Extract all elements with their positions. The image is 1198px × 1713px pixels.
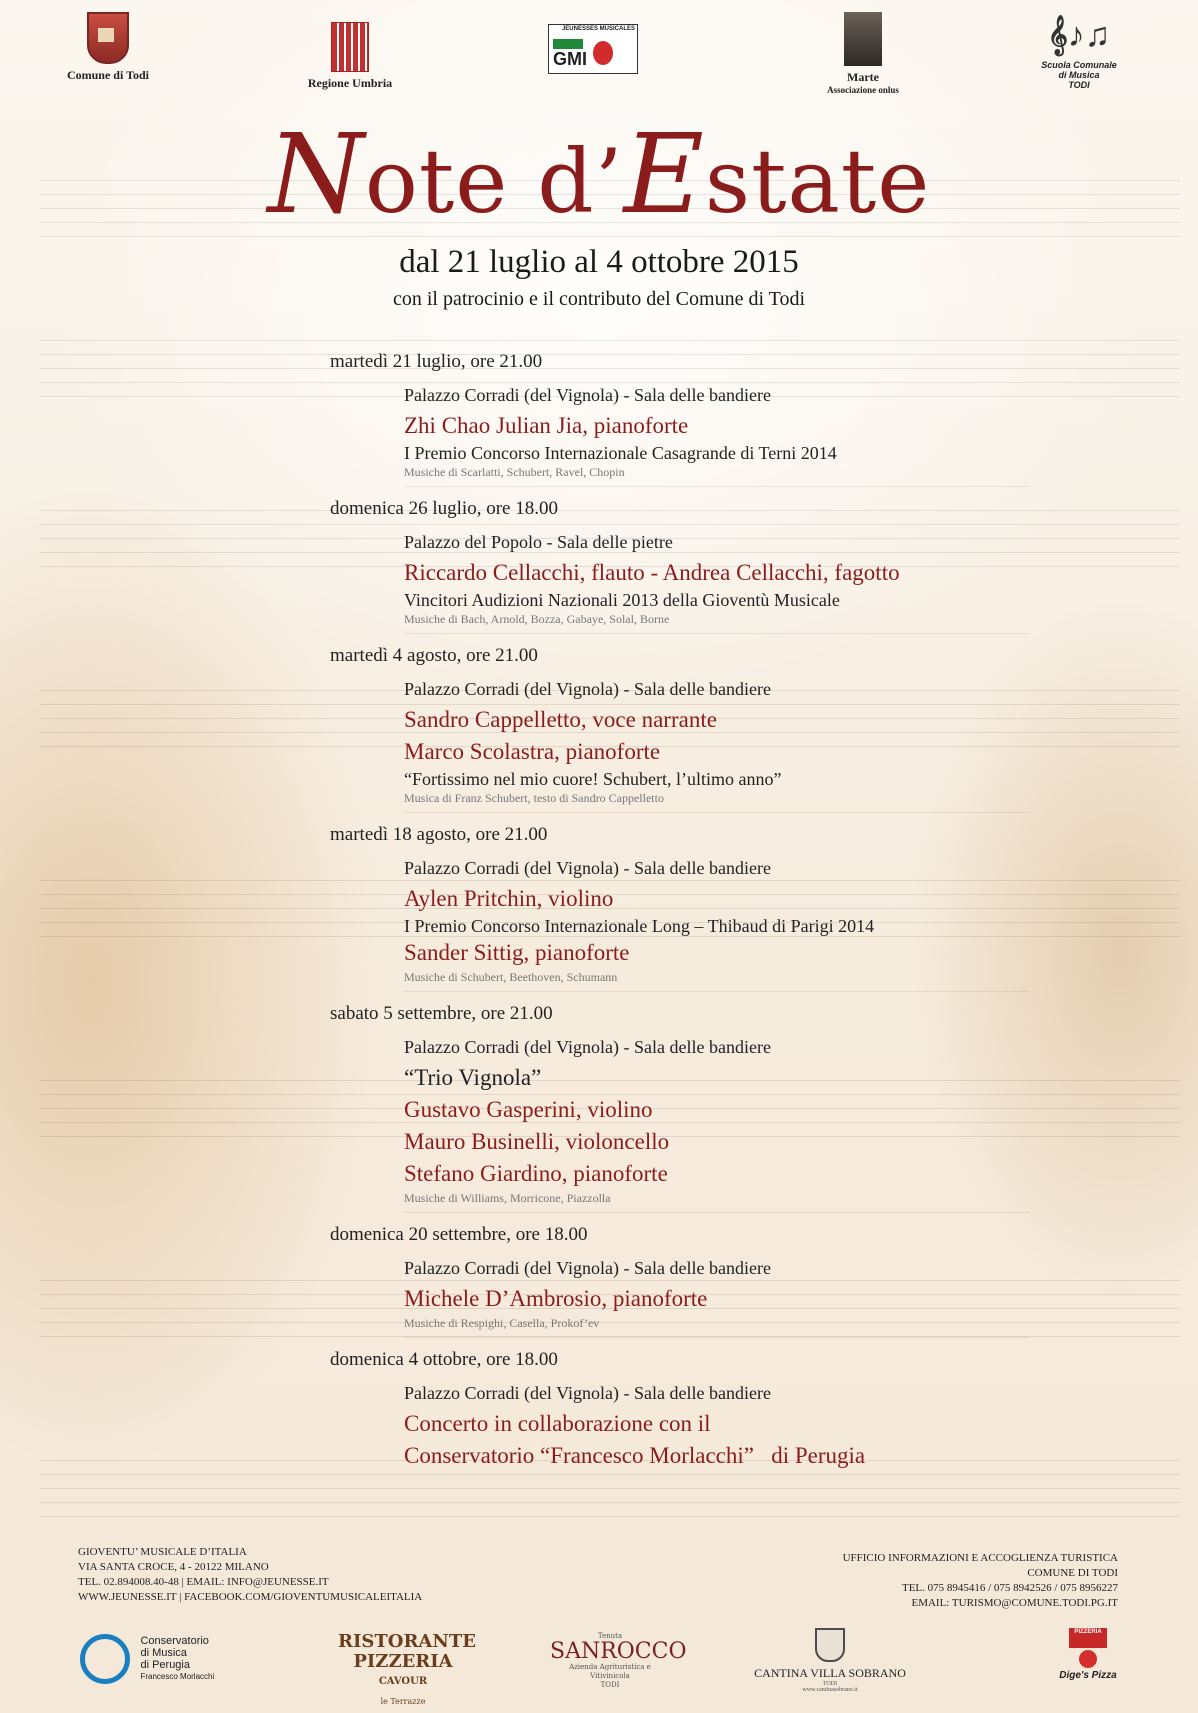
gmi-small-text: JEUNESSES MUSICALES <box>561 26 635 32</box>
event-works: Musiche di Scarlatti, Schubert, Ravel, Chopin <box>404 464 1030 487</box>
conservatorio-line: Conservatorio “Francesco Morlacchi” <box>404 1443 754 1468</box>
event-works: Musiche di Bach, Arnold, Bozza, Gabaye, Solal, Borne <box>404 611 1030 634</box>
crest-icon <box>87 12 129 64</box>
villa-name: CANTINA VILLA SOBRANO <box>754 1666 906 1680</box>
villa-crest-icon <box>815 1628 845 1662</box>
event-date: martedì 21 luglio, ore 21.00 <box>330 351 543 372</box>
event-venue: Palazzo del Popolo - Sala delle pietre <box>404 532 673 552</box>
sponsor-logos-bottom <box>70 1628 1158 1706</box>
event-performer: Sander Sittig, pianoforte <box>404 940 630 965</box>
cavour-line1: RISTORANTE <box>338 1631 476 1652</box>
logo-villa-sobrano <box>750 1628 910 1693</box>
footer-line: EMAIL: TURISMO@COMUNE.TODI.PG.IT <box>911 1597 1118 1609</box>
event-performer: Zhi Chao Julian Jia, pianoforte <box>404 413 689 438</box>
sanrocco-place: TODI <box>600 1681 620 1689</box>
patronage-line: con il patrocinio e il contributo del Comune di Todi <box>392 288 806 310</box>
scuola-line3: TODI <box>1068 80 1090 90</box>
sponsor-logos-top <box>40 12 1158 98</box>
cons-line2: di Musica <box>140 1647 187 1659</box>
footer-line: WWW.JEUNESSE.IT | FACEBOOK.COM/GIOVENTUMUSICALEITALIA <box>78 1591 423 1603</box>
event-item <box>330 821 1030 992</box>
cavour-line4: le Terrazze <box>380 1697 426 1706</box>
footer-line: TEL. 075 8945416 / 075 8942526 / 075 8956227 <box>901 1582 1118 1594</box>
cons-line1: Conservatorio <box>140 1635 209 1647</box>
logo-label: Comune di Todi <box>66 68 150 82</box>
cons-line4: Francesco Morlacchi <box>140 1672 215 1681</box>
title-part1: ote d’ <box>364 130 624 233</box>
marte-logo <box>844 12 882 66</box>
logo-label: Regione Umbria <box>307 76 393 90</box>
logo-comune-todi <box>58 12 158 83</box>
page-title <box>0 110 1198 238</box>
footer-line: UFFICIO INFORMAZIONI E ACCOGLIENZA TURISTICA <box>842 1552 1118 1564</box>
logo-pizzeria-cavour <box>338 1631 476 1712</box>
event-venue: Palazzo Corradi (del Vignola) - Sala delle bandiere <box>404 1258 771 1278</box>
event-note: I Premio Concorso Internazionale Long – Thibaud di Parigi 2014 <box>404 916 875 936</box>
red-shape <box>593 41 613 65</box>
footer-line: TEL. 02.894008.40-48 | EMAIL: INFO@JEUNESSE.IT <box>78 1576 329 1588</box>
gmi-text: GMI <box>553 49 587 69</box>
event-performer-last <box>404 1440 1030 1472</box>
event-works: Musiche di Respighi, Casella, Prokof’ev <box>404 1315 1030 1338</box>
cavour-line2: PIZZERIA <box>353 1651 453 1672</box>
logo-regione-umbria <box>290 22 410 91</box>
event-performer: Sandro Cappelletto, voce narrante <box>404 707 717 732</box>
event-list <box>330 348 1030 1480</box>
diges-name: Dige's Pizza <box>1059 1670 1117 1681</box>
event-item <box>330 1000 1030 1213</box>
event-performer: Aylen Pritchin, violino <box>404 886 614 911</box>
cons-line3: di Perugia <box>140 1659 190 1671</box>
event-performer: Riccardo Cellacchi, flauto - Andrea Cellacchi, fagotto <box>404 560 900 585</box>
event-item <box>330 495 1030 634</box>
event-performer: Gustavo Gasperini, violino <box>404 1097 653 1122</box>
villa-url: www.cantinasobrano.it <box>802 1687 858 1693</box>
logo-sublabel: Associazione onlus <box>827 85 899 95</box>
event-venue: Palazzo Corradi (del Vignola) - Sala delle bandiere <box>404 385 771 405</box>
event-date: martedì 18 agosto, ore 21.00 <box>330 824 548 845</box>
conservatorio-suffix: di Perugia <box>771 1443 866 1468</box>
logo-gmi <box>548 24 638 78</box>
event-date: martedì 4 agosto, ore 21.00 <box>330 645 538 666</box>
sanrocco-sub: Azienda Agrituristica e Vitivinicola <box>569 1663 651 1680</box>
sanrocco-name: SANROCCO <box>550 1639 687 1664</box>
event-date: sabato 5 settembre, ore 21.00 <box>330 1003 553 1024</box>
event-performer: Stefano Giardino, pianoforte <box>404 1161 668 1186</box>
event-date: domenica 26 luglio, ore 18.00 <box>330 498 558 519</box>
scuola-line1: Scuola Comunale <box>1041 60 1117 70</box>
title-initial-e: E <box>623 110 705 238</box>
diges-badge: PIZZERIA <box>1069 1628 1107 1648</box>
event-date: domenica 4 ottobre, ore 18.00 <box>330 1349 558 1370</box>
green-bar <box>553 39 583 49</box>
event-note: I Premio Concorso Internazionale Casagrande di Terni 2014 <box>404 443 837 463</box>
logo-san-rocco <box>550 1632 687 1690</box>
event-works: Musiche di Williams, Morricone, Piazzolla <box>404 1190 1030 1213</box>
footer-line: GIOVENTU’ MUSICALE D’ITALIA <box>78 1546 247 1558</box>
event-item <box>330 348 1030 487</box>
logo-diges-pizza <box>1048 1628 1128 1681</box>
event-ensemble: “Trio Vignola” <box>404 1065 542 1090</box>
cavour-line3: CAVOUR <box>378 1676 428 1687</box>
event-performer: Marco Scolastra, pianoforte <box>404 739 661 764</box>
event-note: Vincitori Audizioni Nazionali 2013 della Gioventù Musicale <box>404 590 840 610</box>
event-venue: Palazzo Corradi (del Vignola) - Sala delle bandiere <box>404 679 771 699</box>
gmi-logo <box>548 24 638 74</box>
logo-label: Marte <box>847 70 879 84</box>
event-item <box>330 642 1030 813</box>
logo-scuola-musica <box>1024 16 1134 90</box>
event-venue: Palazzo Corradi (del Vignola) - Sala delle bandiere <box>404 858 771 878</box>
title-part2: state <box>704 130 931 233</box>
logo-conservatorio <box>80 1634 214 1684</box>
event-works: Musiche di Schubert, Beethoven, Schumann <box>404 969 1030 992</box>
title-initial-n: N <box>267 110 365 238</box>
footer-gmi-contacts <box>78 1545 422 1605</box>
event-item <box>330 1346 1030 1472</box>
logo-marte <box>798 12 928 95</box>
event-works: Musica di Franz Schubert, testo di Sandro Cappelletto <box>404 790 1030 813</box>
sanrocco-pre: Tenuta <box>597 1632 623 1640</box>
footer-line: COMUNE DI TODI <box>1027 1567 1118 1579</box>
event-venue: Palazzo Corradi (del Vignola) - Sala delle bandiere <box>404 1383 771 1403</box>
event-venue: Palazzo Corradi (del Vignola) - Sala delle bandiere <box>404 1037 771 1057</box>
treble-clef-icon: 𝄞♪♫ <box>1047 17 1111 54</box>
footer-line: VIA SANTA CROCE, 4 - 20122 MILANO <box>78 1561 269 1573</box>
event-performer: Concerto in collaborazione con il <box>404 1411 711 1436</box>
event-note: “Fortissimo nel mio cuore! Schubert, l’ultimo anno” <box>404 769 782 789</box>
villa-place: TODI <box>822 1681 838 1687</box>
conservatorio-mark-icon <box>80 1634 130 1684</box>
event-performer: Mauro Businelli, violoncello <box>404 1129 670 1154</box>
event-performer: Michele D’Ambrosio, pianoforte <box>404 1286 708 1311</box>
event-item <box>330 1221 1030 1338</box>
scuola-line2: di Musica <box>1058 70 1100 80</box>
umbria-flag-icon <box>331 22 369 72</box>
event-date: domenica 20 settembre, ore 18.00 <box>330 1224 588 1245</box>
tomato-icon <box>1079 1650 1097 1668</box>
footer-tourism-contacts <box>843 1551 1118 1611</box>
festival-dates: dal 21 luglio al 4 ottobre 2015 <box>399 244 799 280</box>
